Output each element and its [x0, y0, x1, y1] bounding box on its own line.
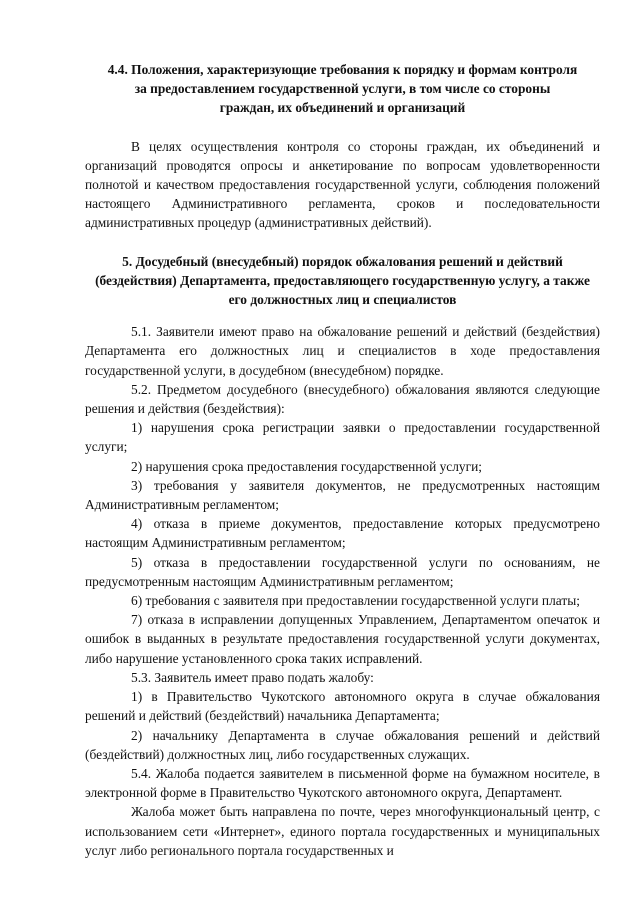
paragraph: 5.3. Заявитель имеет право подать жалобу:	[131, 669, 374, 685]
list-item: 2) начальнику Департамента в случае обжалования решений и действий (бездействий) должностных лиц, либо государственных служащих.	[85, 727, 600, 762]
paragraph: 5.1. Заявители имеют право на обжалование решений и действий (бездействия) Департамента его должностных лиц и специалистов в ходе предоставления государственной услуги, в досудебном (внесудебном) порядке.	[85, 324, 600, 378]
list-item: 1) в Правительство Чукотского автономного округа в случае обжалования решений и действий (бездействий) начальника Департамента;	[85, 689, 600, 724]
list-item: 7) отказа в исправлении допущенных Управлением, Департаментом опечаток и ошибок в выданных в результате предоставления государственной услуги документах, либо нарушение установленного срока таких исправлений.	[85, 612, 600, 666]
paragraph: В целях осуществления контроля со стороны граждан, их объединений и организаций проводятся опросы и анкетирование по вопросам удовлетворенности полнотой и качеством предоставления государственной услуги, соблюдения положений настоящего Административного регламента, сроков и последовательности административных процедур (административных действий).	[85, 138, 600, 231]
paragraph: 5.4. Жалоба подается заявителем в письменной форме на бумажном носителе, в электронной форме в Правительство Чукотского автономного округа, Департамент.	[85, 765, 600, 801]
list-item: 2) нарушения срока предоставления государственной услуги;	[131, 458, 483, 474]
list-item: 1) нарушения срока регистрации заявки о предоставлении государственной услуги;	[85, 420, 600, 455]
list-item: 5) отказа в предоставлении государственной услуги по основаниям, не предусмотренным настоящим Административным регламентом;	[85, 554, 600, 589]
list-item: 6) требования с заявителя при предоставлении государственной услуги платы;	[131, 593, 580, 609]
paragraph: 5.2. Предметом досудебного (внесудебного) обжалования являются следующие решения и действия (бездействия):	[85, 381, 600, 417]
section-heading-4-4: 4.4. Положения, характеризующие требования к порядку и формам контроля за предоставлением государственной услуги, в том числе со стороны граждан, их объединений и организаций	[107, 62, 578, 116]
list-item: 4) отказа в приеме документов, предоставление которых предусмотрено настоящим Административным регламентом;	[85, 516, 600, 551]
paragraph: Жалоба может быть направлена по почте, через многофункциональный центр, с использованием сети «Интернет», единого портала государственных и муниципальных услуг либо регионального портала государственных и	[85, 804, 600, 858]
section-heading-5: 5. Досудебный (внесудебный) порядок обжалования решений и действий (бездействия) Департамента, предоставляющего государственную услугу, а также его должностных лиц и специалистов	[95, 253, 590, 308]
document-page	[85, 60, 600, 860]
list-item: 3) требования у заявителя документов, не предусмотренных настоящим Административным регламентом;	[85, 477, 600, 513]
